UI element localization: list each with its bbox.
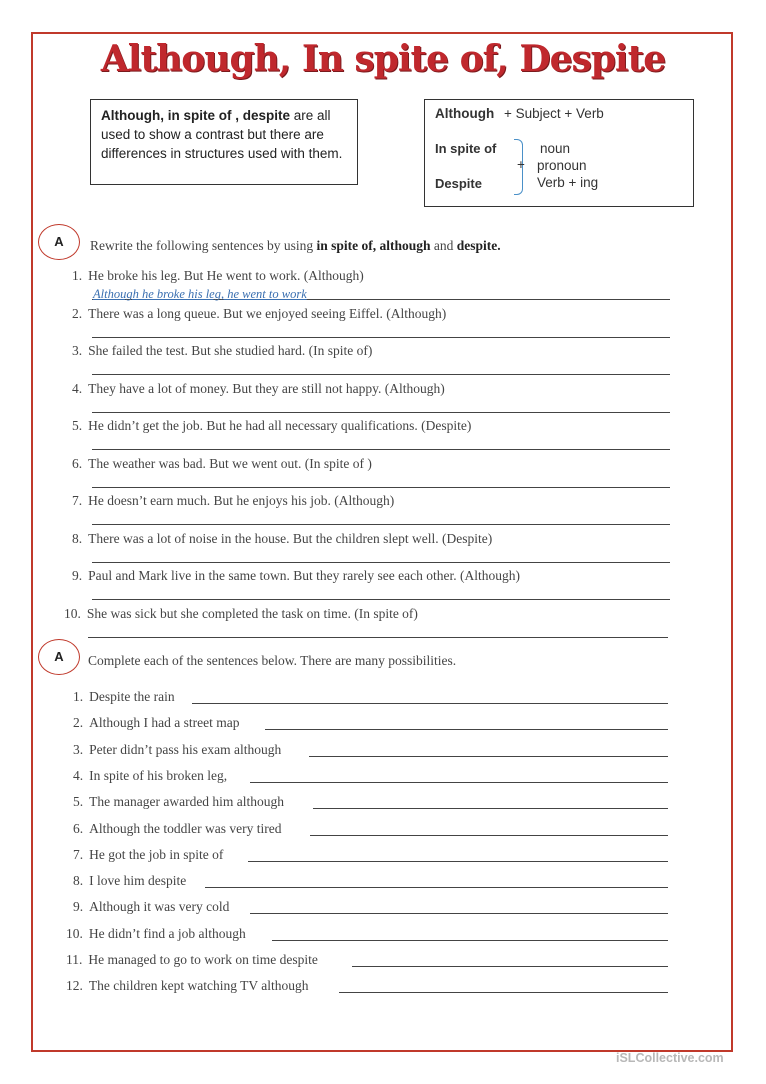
answer-line[interactable] <box>205 887 668 888</box>
page-title: Although, In spite of, Despite <box>100 38 666 80</box>
answer-line[interactable] <box>88 637 668 638</box>
item-number: 10. <box>66 925 83 941</box>
item-text: The manager awarded him although <box>89 794 285 810</box>
item-number: 9. <box>73 899 84 915</box>
item-number: 2. <box>73 715 84 731</box>
complete-item <box>66 952 318 968</box>
answer-line[interactable] <box>339 992 668 993</box>
complete-item <box>73 715 239 731</box>
item-number: 1. <box>73 689 84 704</box>
complete-item <box>73 821 281 837</box>
answer-line[interactable] <box>92 562 670 563</box>
complete-item <box>73 847 223 863</box>
answer-line[interactable] <box>92 449 670 450</box>
item-text: The children kept watching TV although <box>88 978 309 994</box>
item-text: In spite of his broken leg, <box>89 767 228 783</box>
answer-line[interactable] <box>248 861 668 862</box>
item-number: 2. <box>72 305 83 321</box>
answer-line[interactable] <box>265 729 668 730</box>
rewrite-item <box>72 306 446 322</box>
item-number: 9. <box>72 568 83 583</box>
rule-despite: Despite <box>435 176 482 191</box>
item-text: He broke his leg. But He went to work. (Although) <box>88 268 364 283</box>
item-text: I love him despite <box>89 873 187 889</box>
answer-line[interactable] <box>313 808 668 809</box>
rule-pronoun: pronoun <box>537 158 587 173</box>
item-text: Although I had a street map <box>89 715 240 731</box>
complete-item <box>73 768 227 784</box>
answer-line[interactable] <box>92 487 670 488</box>
instr-text: Rewrite the following sentences by using <box>90 238 317 253</box>
answer-line[interactable] <box>250 782 668 783</box>
item-number: 7. <box>72 493 83 508</box>
rewrite-item <box>72 418 471 434</box>
item-number: 7. <box>73 846 84 862</box>
rewrite-item <box>72 343 372 359</box>
item-number: 5. <box>73 794 84 810</box>
item-text: He doesn’t earn much. But he enjoys his job. (Although) <box>88 493 395 508</box>
item-number: 8. <box>73 873 84 889</box>
rule-noun: noun <box>540 141 571 156</box>
item-number: 1. <box>72 268 83 283</box>
rewrite-item <box>72 381 445 397</box>
item-number: 8. <box>72 530 83 546</box>
rule-plus: + <box>517 157 525 172</box>
item-number: 12. <box>66 978 83 994</box>
rule-in-spite-of: In spite of <box>435 141 497 156</box>
section-b-badge: A <box>38 639 80 675</box>
item-text: They have a lot of money. But they are still not happy. (Although) <box>88 380 445 396</box>
answer-line[interactable] <box>309 756 668 757</box>
info-left-text: are all used to show a contrast but there are differences in structures used with them. <box>101 108 343 161</box>
instr-text-mid: and <box>430 238 457 253</box>
item-number: 11. <box>66 952 83 967</box>
item-text: There was a long queue. But we enjoyed seeing Eiffel. (Although) <box>88 305 447 321</box>
rewrite-item <box>64 606 418 622</box>
answer-line[interactable] <box>92 337 670 338</box>
info-box-left <box>90 99 358 185</box>
item-text: She was sick but she completed the task on time. (In spite of) <box>86 605 418 621</box>
watermark: iSLCollective.com <box>616 1051 724 1065</box>
example-answer: Although he broke his leg, he went to work <box>93 287 307 301</box>
rewrite-item <box>72 493 394 509</box>
item-text: Although it was very cold <box>89 899 230 915</box>
answer-line[interactable] <box>92 599 670 600</box>
item-text: He didn’t get the job. But he had all necessary qualifications. (Despite) <box>88 418 472 433</box>
section-a-instruction <box>90 238 501 254</box>
item-number: 6. <box>73 820 84 836</box>
rule-although-structure: + Subject + Verb <box>504 106 604 121</box>
answer-line[interactable] <box>352 966 668 967</box>
item-text: Peter didn’t pass his exam although <box>89 741 282 757</box>
info-left-bold: Although, in spite of , despite <box>101 108 290 123</box>
item-text: She failed the test. But she studied hard. (In spite of) <box>88 343 373 358</box>
complete-item <box>73 794 284 810</box>
item-text: Although the toddler was very tired <box>89 820 282 836</box>
answer-line[interactable] <box>92 524 670 525</box>
rule-verb-ing: Verb + ing <box>537 175 599 190</box>
item-number: 5. <box>72 418 83 433</box>
item-text: Despite the rain <box>89 689 175 704</box>
complete-item <box>66 978 308 994</box>
answer-line[interactable] <box>92 374 670 375</box>
instr-bold-1: in spite of, although <box>316 238 431 253</box>
instr-bold-2: despite. <box>456 238 501 253</box>
answer-line[interactable] <box>250 913 668 914</box>
complete-item <box>73 689 175 705</box>
complete-item <box>66 926 246 942</box>
rewrite-item <box>72 456 372 472</box>
item-text: There was a lot of noise in the house. But the children slept well. (Despite) <box>88 530 493 546</box>
answer-line[interactable] <box>92 412 670 413</box>
section-b-instruction: Complete each of the sentences below. There are many possibilities. <box>88 653 457 668</box>
item-number: 3. <box>72 343 83 358</box>
item-number: 3. <box>73 741 84 757</box>
rule-although: Although <box>435 106 495 121</box>
rewrite-item <box>72 531 492 547</box>
answer-line[interactable] <box>310 835 668 836</box>
complete-item <box>73 742 281 758</box>
item-text: He got the job in spite of <box>89 846 224 862</box>
item-number: 10. <box>64 605 81 621</box>
item-number: 4. <box>72 380 83 396</box>
item-text: Paul and Mark live in the same town. But they rarely see each other. (Although) <box>88 568 521 583</box>
complete-item <box>73 873 186 889</box>
item-text: He didn’t find a job although <box>88 925 246 941</box>
item-text: He managed to go to work on time despite <box>88 952 318 967</box>
item-text: The weather was bad. But we went out. (In spite of ) <box>88 455 372 471</box>
rewrite-item <box>72 568 520 584</box>
item-number: 6. <box>72 455 83 471</box>
answer-line[interactable] <box>272 940 668 941</box>
rewrite-item <box>72 268 364 284</box>
section-a-badge: A <box>38 224 80 260</box>
answer-line[interactable] <box>192 703 668 704</box>
complete-item <box>73 899 229 915</box>
item-number: 4. <box>73 767 84 783</box>
